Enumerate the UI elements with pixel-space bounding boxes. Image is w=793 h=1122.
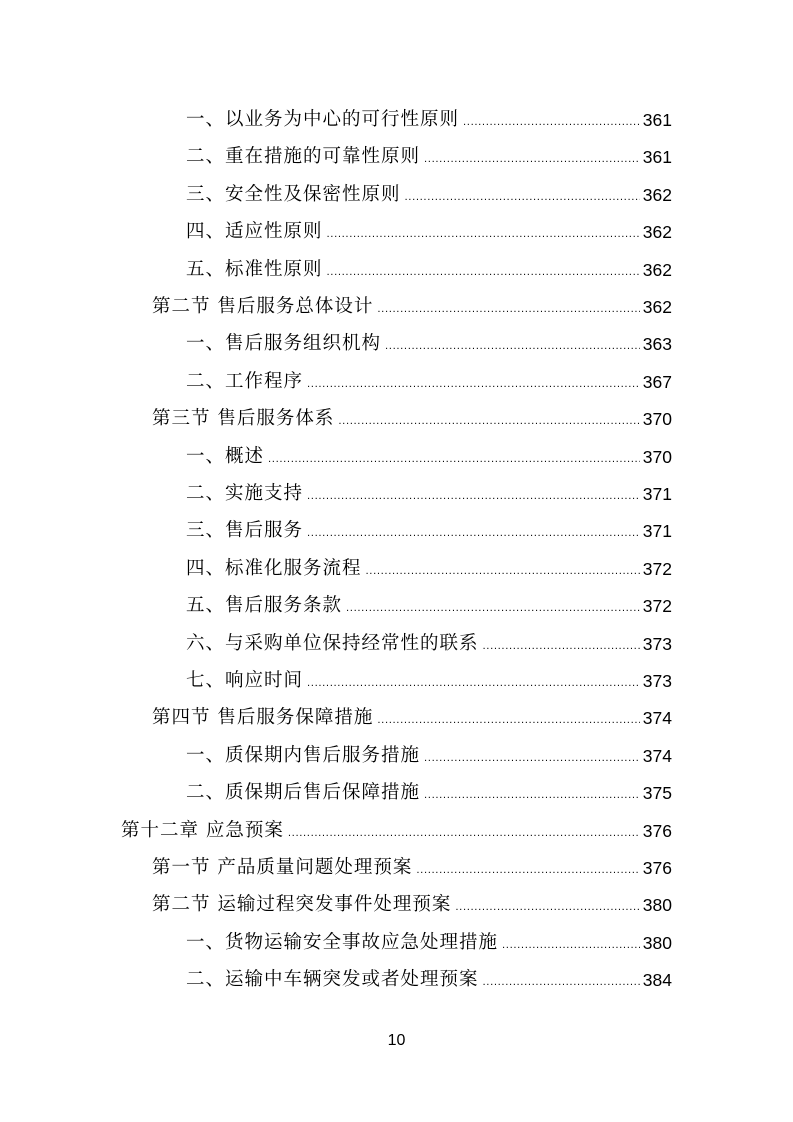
toc-dot-leader [385,330,640,364]
toc-entry[interactable] [186,440,672,474]
toc-entry-page-number: 376 [642,820,672,841]
toc-entry[interactable] [152,888,672,922]
toc-dot-leader [268,443,640,477]
toc-entry-label: 第三节 售后服务体系 [152,408,335,430]
toc-entry-label: 一、售后服务组织机构 [186,333,382,355]
toc-entry-label: 四、适应性原则 [186,221,323,243]
toc-entry-page-number: 384 [642,970,672,991]
toc-entry-page-number: 363 [642,334,672,355]
toc-entry-label: 第十二章 应急预案 [121,819,284,841]
toc-dot-leader [424,779,640,813]
toc-entry-page-number: 373 [642,671,672,691]
toc-entry-page-number: 371 [642,484,672,504]
toc-entry-page-number: 362 [642,259,672,280]
toc-entry[interactable] [152,851,672,885]
toc-entry-page-number: 372 [642,558,672,579]
toc-dot-leader [307,480,640,514]
toc-entry[interactable] [186,664,672,698]
toc-dot-leader [307,368,640,402]
toc-entry[interactable] [186,963,672,997]
toc-entry-page-number: 380 [642,895,672,916]
toc-entry-label: 一、以业务为中心的可行性原则 [186,109,460,130]
toc-entry-label: 二、工作程序 [186,370,304,392]
toc-entry[interactable] [186,514,672,548]
toc-entry-label: 七、响应时间 [186,670,304,691]
toc-dot-leader [455,891,639,925]
toc-entry-label: 第四节 售后服务保障措施 [152,707,374,729]
toc-entry-page-number: 362 [642,222,672,243]
toc-entry-label: 二、质保期后售后保障措施 [186,782,421,804]
toc-entry-label: 五、售后服务条款 [186,595,343,617]
toc-dot-leader [338,405,639,439]
toc-entry-page-number: 362 [642,184,672,205]
toc-entry-label: 第一节 产品质量问题处理预案 [152,857,413,878]
toc-entry-label: 二、重在措施的可靠性原则 [186,146,421,168]
toc-entry[interactable] [121,814,672,848]
toc-entry-page-number: 367 [642,371,672,392]
toc-entry-page-number: 370 [642,446,672,467]
toc-entry-label: 一、质保期内售后服务措施 [186,744,421,766]
toc-entry[interactable] [186,776,672,810]
toc-dot-leader [377,293,639,327]
toc-entry-label: 四、标准化服务流程 [186,557,362,579]
toc-entry-page-number: 362 [642,297,672,317]
toc-entry-label: 五、标准性原则 [186,258,323,280]
toc-dot-leader [416,854,639,888]
toc-dot-leader [377,704,639,738]
toc-entry[interactable] [152,402,672,436]
toc-entry[interactable] [186,253,672,287]
toc-entry-label: 二、实施支持 [186,483,304,504]
toc-dot-leader [424,742,640,776]
toc-dot-leader [483,630,640,664]
toc-dot-leader [307,517,640,551]
toc-entry[interactable] [186,178,672,212]
toc-entry-label: 三、安全性及保密性原则 [186,183,401,205]
toc-entry[interactable] [186,627,672,661]
toc-entry-label: 第二节 售后服务总体设计 [152,296,374,317]
toc-entry[interactable] [186,140,672,174]
toc-entry-page-number: 375 [642,783,672,804]
toc-entry-page-number: 371 [642,521,672,542]
toc-entry[interactable] [186,739,672,773]
toc-dot-leader [288,817,640,851]
toc-entry-label: 六、与采购单位保持经常性的联系 [186,632,479,654]
toc-entry-label: 三、售后服务 [186,520,304,542]
toc-entry-page-number: 372 [642,596,672,617]
toc-entry[interactable] [186,477,672,511]
toc-entry[interactable] [152,290,672,324]
toc-entry-label: 一、概述 [186,445,265,467]
toc-entry[interactable] [186,215,672,249]
toc-dot-leader [502,929,640,963]
page-number: 10 [387,1032,406,1049]
toc-entry-page-number: 380 [642,932,672,953]
toc-dot-leader [463,106,640,140]
toc-entry[interactable] [186,552,672,586]
toc-entry[interactable] [186,589,672,623]
toc-dot-leader [424,143,640,177]
toc-entry[interactable] [152,701,672,735]
toc-entry-page-number: 374 [642,708,672,729]
toc-entry-page-number: 373 [642,633,672,654]
toc-entry[interactable] [186,103,672,137]
toc-entry-page-number: 376 [642,858,672,878]
toc-dot-leader [405,181,640,215]
toc-entry-page-number: 374 [642,745,672,766]
toc-entry-label: 第二节 运输过程突发事件处理预案 [152,894,452,916]
toc-entry-page-number: 370 [642,409,672,430]
toc-entry[interactable] [186,926,672,960]
toc-dot-leader [366,555,640,589]
toc-dot-leader [307,667,640,701]
toc-dot-leader [483,966,640,1000]
toc-entry-label: 二、运输中车辆突发或者处理预案 [186,969,479,991]
toc-dot-leader [327,218,640,252]
toc-entry-label: 一、货物运输安全事故应急处理措施 [186,931,499,953]
toc-entry[interactable] [186,327,672,361]
toc-entry-page-number: 361 [642,147,672,168]
toc-dot-leader [327,256,640,290]
toc-entry[interactable] [186,365,672,399]
toc-dot-leader [346,592,640,626]
toc-entry-page-number: 361 [642,110,672,130]
